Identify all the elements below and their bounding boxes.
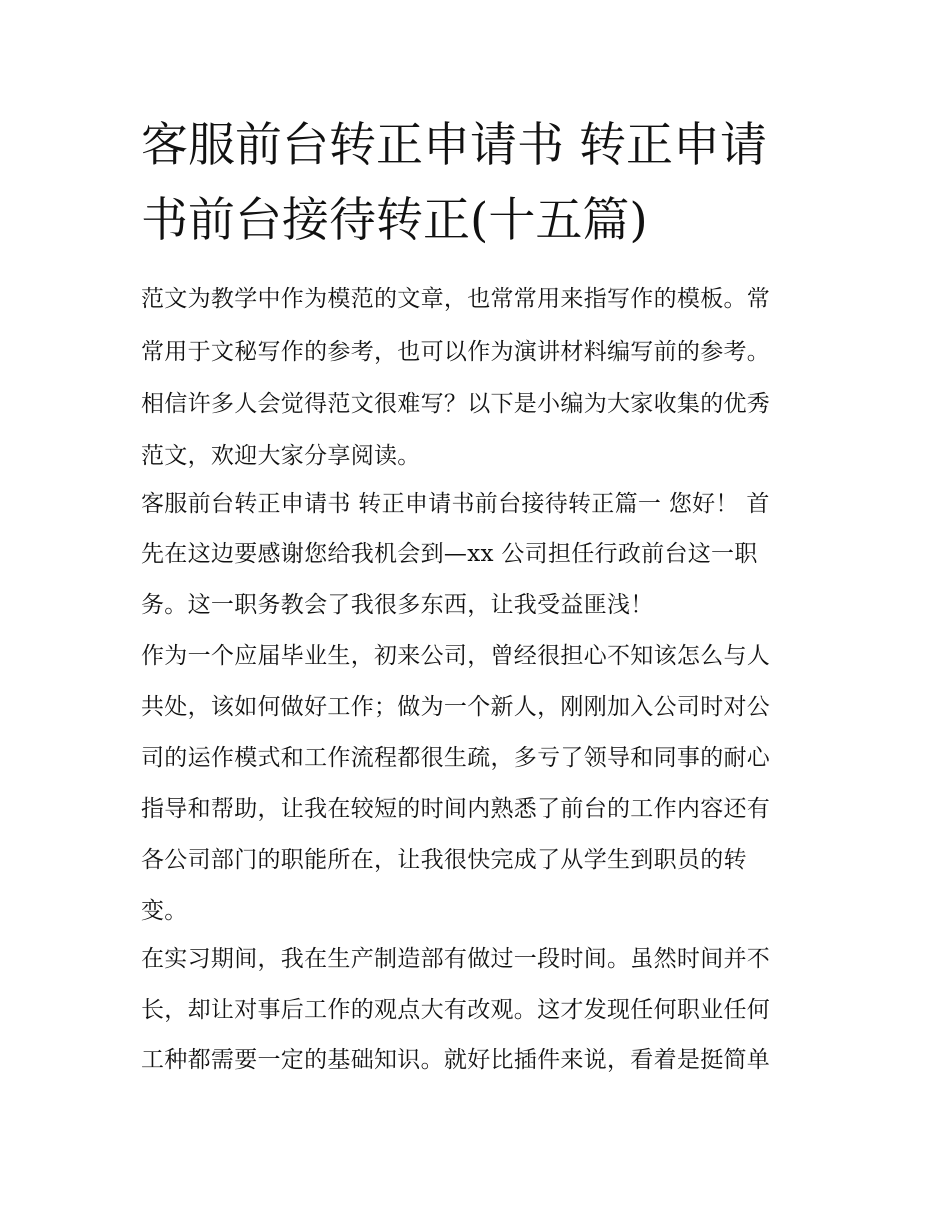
body-line-6: 先在这边要感谢您给我机会到—xx 公司担任行政前台这一职: [141, 541, 758, 567]
body-line-7: 务。这一职务教会了我很多东西，让我受益匪浅！: [141, 592, 654, 618]
body-line-3: 相信许多人会觉得范文很难写？以下是小编为大家收集的优秀: [141, 391, 771, 417]
body-line-15: 长，却让对事后工作的观点大有改观。这才发现任何职业任何: [141, 997, 771, 1023]
document-title-line-2: 书前台接待转正(十五篇): [141, 193, 648, 248]
body-line-4: 范文，欢迎大家分享阅读。: [141, 443, 421, 469]
body-line-12: 各公司部门的职能所在，让我很快完成了从学生到职员的转: [141, 847, 747, 873]
body-line-11: 指导和帮助，让我在较短的时间内熟悉了前台的工作内容还有: [141, 796, 771, 822]
body-line-2: 常用于文秘写作的参考，也可以作为演讲材料编写前的参考。: [141, 339, 771, 365]
body-line-13: 变。: [141, 898, 188, 924]
document-title-line-1: 客服前台转正申请书 转正申请: [141, 118, 767, 173]
body-line-10: 司的运作模式和工作流程都很生疏，多亏了领导和同事的耐心: [141, 745, 771, 771]
body-line-5: 客服前台转正申请书 转正申请书前台接待转正篇一 您好！ 首: [141, 491, 770, 517]
body-line-16: 工种都需要一定的基础知识。就好比插件来说，看着是挺简单: [141, 1047, 771, 1073]
body-line-14: 在实习期间，我在生产制造部有做过一段时间。虽然时间并不: [141, 946, 771, 972]
body-line-9: 共处，该如何做好工作；做为一个新人，刚刚加入公司时对公: [141, 694, 771, 720]
body-line-8: 作为一个应届毕业生，初来公司，曾经很担心不知该怎么与人: [141, 643, 771, 669]
body-line-1: 范文为教学中作为模范的文章，也常常用来指写作的模板。常: [141, 286, 771, 312]
